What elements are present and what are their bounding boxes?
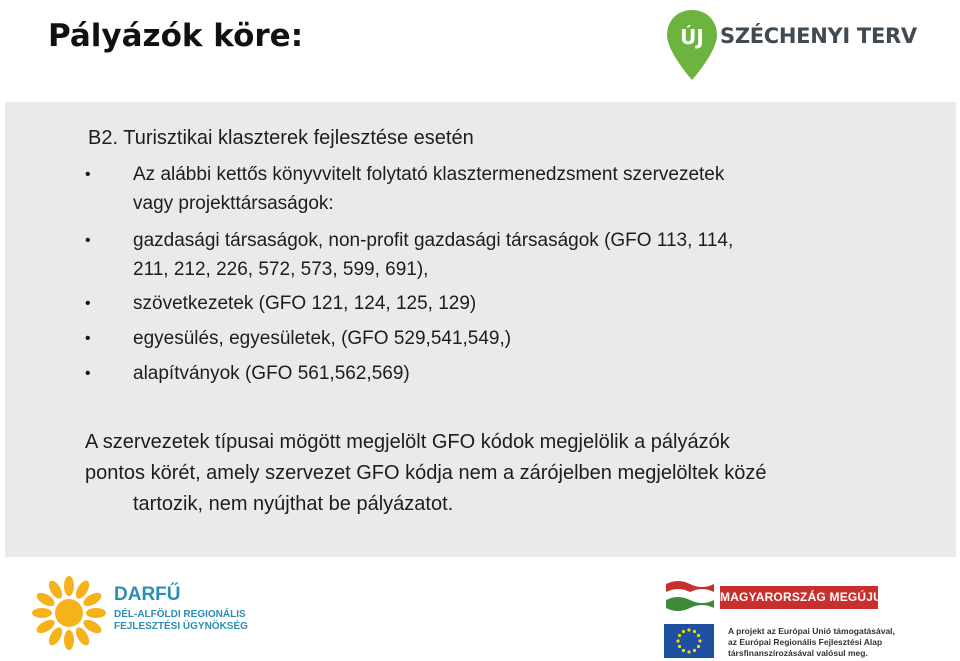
eu-flag-icon: [664, 624, 714, 658]
darfu-logo: [28, 570, 258, 655]
list-item: • Az alábbi kettős könyvvitelt folytató klasztermenedzsment szervezetek vagy projekttársaságok:: [85, 160, 885, 218]
gfo-note: A szervezetek típusai mögött megjelölt GFO kódok megjelölik a pályázók pontos körét, amely szervezet GFO kódja nem a zárójelben megjelöltek közé tartozik, nem nyújthat be pályázatot.: [85, 431, 767, 515]
list-item: • alapítványok (GFO 561,562,569): [85, 359, 885, 388]
logo-mark-text: ÚJ: [680, 25, 704, 49]
bullet-icon: •: [85, 330, 91, 347]
location-pin-icon: [664, 8, 724, 88]
darfu-subtitle: DÉL-ALFÖLDI REGIONÁLIS FEJLESZTÉSI ÜGYNÖKSÉG: [114, 609, 248, 632]
bullet-icon: •: [85, 232, 91, 249]
magyarorszag-megujul-badge: MAGYARORSZÁG MEGÚJUL: [720, 586, 878, 609]
slide-title: Pályázók köre:: [48, 18, 304, 54]
section-subtitle: B2. Turisztikai klaszterek fejlesztése esetén: [88, 127, 474, 149]
bullet-icon: •: [85, 295, 91, 312]
eu-funding-text: A projekt az Európai Unió támogatásával, az Európai Regionális Fejlesztési Alap társfinanszírozásával valósul meg.: [728, 626, 895, 658]
list-item: • gazdasági társaságok, non-profit gazdasági társaságok (GFO 113, 114, 211, 212, 226, 572, 573, 599, 691),: [85, 226, 885, 284]
brand-name: SZÉCHENYI TERV: [720, 24, 917, 48]
content-panel: [5, 102, 956, 557]
darfu-name: DARFŰ: [114, 584, 181, 605]
bullet-icon: •: [85, 166, 91, 183]
list-item: • szövetkezetek (GFO 121, 124, 125, 129): [85, 289, 885, 318]
list-item: • egyesülés, egyesületek, (GFO 529,541,549,): [85, 324, 885, 353]
sun-icon: [28, 570, 110, 652]
szechenyi-terv-logo: [664, 8, 924, 88]
bullet-icon: •: [85, 365, 91, 382]
funding-logos: [664, 572, 958, 661]
hungarian-flag-icon: [664, 578, 716, 616]
